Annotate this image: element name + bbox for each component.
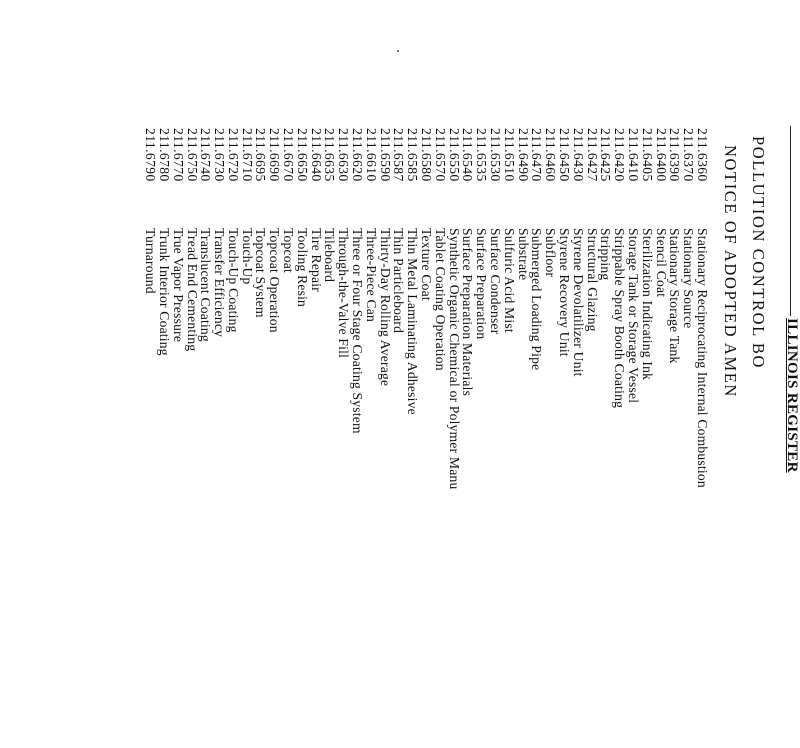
section-term: Topcoat System: [253, 228, 269, 318]
section-term: Styrene Recovery Unit: [557, 228, 573, 357]
section-number: 211.6790: [143, 128, 159, 182]
list-item: [323, 128, 337, 748]
section-number: 211.6695: [253, 128, 269, 182]
section-number: 211.6405: [639, 128, 655, 182]
section-number: 211.6635: [322, 128, 338, 182]
list-item: [488, 128, 502, 748]
section-number: 211.6360: [695, 128, 710, 182]
section-number: 211.6400: [653, 128, 669, 182]
list-item: [143, 128, 157, 748]
section-number: 211.6460: [543, 128, 559, 182]
section-term: Sulfuric Acid Mist: [501, 228, 517, 333]
list-item: [447, 128, 461, 748]
section-term: Tileboard: [322, 228, 338, 283]
list-item: [599, 128, 613, 748]
section-term: Styrene Devolatilizer Unit: [570, 228, 586, 377]
section-term: Sterilization Indicating Ink: [639, 228, 655, 381]
section-term: Thin Particleboard: [391, 228, 407, 334]
section-number: 211.6620: [350, 128, 366, 182]
section-number: 211.6610: [363, 128, 379, 182]
section-number: 211.6690: [267, 128, 283, 182]
list-item: [309, 128, 323, 748]
section-number: 211.6427: [584, 128, 600, 182]
notice-title: NOTICE OF ADOPTED AMEN: [721, 145, 740, 398]
section-term: Tire Repair: [308, 228, 324, 292]
section-number: 211.6580: [419, 128, 435, 182]
list-item: [199, 128, 213, 748]
section-number: 211.6420: [612, 128, 628, 182]
section-number: 211.6425: [598, 128, 614, 182]
list-item: [557, 128, 571, 748]
section-number: 211.6585: [405, 128, 421, 182]
stray-mark: [397, 50, 399, 52]
section-term: Tablet Coating Operation: [432, 228, 448, 371]
list-item: [530, 128, 544, 748]
list-item: [240, 128, 254, 748]
section-term: Storage Tank or Storage Vessel: [626, 228, 642, 404]
list-item: [254, 128, 268, 748]
section-term: Touch-Up: [239, 228, 255, 285]
section-number: 211.6710: [239, 128, 255, 182]
section-term: Surface Condenser: [488, 228, 504, 335]
section-number: 211.6720: [225, 128, 241, 182]
section-number: 211.6530: [488, 128, 504, 182]
header-rule: [790, 126, 791, 316]
section-term: Surface Preparation Materials: [460, 228, 476, 397]
section-number: 211.6780: [156, 128, 172, 182]
section-number: 211.6740: [198, 128, 214, 182]
list-item: [364, 128, 378, 748]
section-term: Topcoat: [281, 228, 297, 273]
section-number: 211.6570: [432, 128, 448, 182]
section-term: Three-Piece Can: [363, 228, 379, 322]
section-number: 211.6540: [460, 128, 476, 182]
section-term: Translucent Coating: [198, 228, 214, 342]
section-number: 211.6590: [377, 128, 393, 182]
section-term: Submerged Loading Pipe: [529, 228, 545, 371]
list-item: [419, 128, 433, 748]
section-number: 211.6410: [626, 128, 642, 182]
list-item: [350, 128, 364, 748]
section-number: 211.6650: [294, 128, 310, 182]
list-item: [392, 128, 406, 748]
section-term: Stencil Coat: [653, 228, 669, 298]
list-item: [157, 128, 171, 748]
section-number: 211.6770: [170, 128, 186, 182]
section-term: Tooling Resin: [294, 228, 310, 308]
section-term: Stationary Reciprocating Internal Combustion: [695, 228, 710, 488]
section-number: 211.6510: [501, 128, 517, 182]
section-number: 211.6630: [336, 128, 352, 182]
list-item: [612, 128, 626, 748]
section-number: 211.6750: [184, 128, 200, 182]
list-item: [226, 128, 240, 748]
list-item: [585, 128, 599, 748]
section-number: 211.6587: [391, 128, 407, 182]
section-term: Through-the-Valve Fill: [336, 228, 352, 359]
page-title: ILLINOIS REGISTER: [784, 318, 800, 473]
list-item: [378, 128, 392, 748]
list-item: [571, 128, 585, 748]
section-term: Touch-Up Coating: [225, 228, 241, 333]
list-item: [461, 128, 475, 748]
list-item: [336, 128, 350, 748]
list-item: [474, 128, 488, 748]
list-item: [405, 128, 419, 748]
list-item: [268, 128, 282, 748]
list-item: [295, 128, 309, 748]
list-item: [626, 128, 640, 748]
section-number: 211.6640: [308, 128, 324, 182]
list-item: [502, 128, 516, 748]
section-number: 211.6470: [529, 128, 545, 182]
section-term: Three or Four Stage Coating System: [350, 228, 366, 434]
section-term: Stationary Storage Tank: [667, 228, 683, 364]
section-number: 211.6390: [667, 128, 683, 182]
section-list: [143, 128, 709, 748]
section-number: 211.6430: [570, 128, 586, 182]
section-term: True Vapor Pressure: [170, 228, 186, 343]
section-term: Subfloor: [543, 228, 559, 278]
section-number: 211.6450: [557, 128, 573, 182]
section-term: Topcoat Operation: [267, 228, 283, 333]
section-number: 211.6370: [681, 128, 697, 182]
section-term: Surface Preparation: [474, 228, 490, 340]
section-term: Thin Metal Laminating Adhesive: [405, 228, 421, 415]
section-term: Stationary Source: [681, 228, 697, 329]
list-item: [681, 128, 695, 748]
section-number: 211.6670: [281, 128, 297, 182]
section-term: Synthetic Organic Chemical or Polymer Manu: [446, 228, 462, 490]
section-term: Transfer Efficiency: [212, 228, 228, 338]
section-term: Substrate: [515, 228, 531, 281]
list-item: [654, 128, 668, 748]
section-number: 211.6550: [446, 128, 462, 182]
list-item: [543, 128, 557, 748]
list-item: [212, 128, 226, 748]
list-item: [185, 128, 199, 748]
section-number: 211.6535: [474, 128, 490, 182]
section-term: Tread End Cementing: [184, 228, 200, 352]
section-term: Thirty-Day Rolling Average: [377, 228, 393, 387]
list-item: [281, 128, 295, 748]
list-item: [171, 128, 185, 748]
list-item: [433, 128, 447, 748]
list-item: [516, 128, 530, 748]
section-term: Texture Coat: [419, 228, 435, 301]
section-number: 211.6490: [515, 128, 531, 182]
list-item: [640, 128, 654, 748]
list-item: [695, 128, 709, 748]
list-item: [668, 128, 682, 748]
section-term: Turnaround: [143, 228, 159, 294]
section-term: Strippable Spray Booth Coating: [612, 228, 628, 409]
section-term: Trunk Interior Coating: [156, 228, 172, 356]
section-number: 211.6730: [212, 128, 228, 182]
section-term: Stripping: [598, 228, 614, 281]
section-term: Structural Glazing: [584, 228, 600, 332]
agency-title: POLLUTION CONTROL BO: [749, 136, 768, 370]
